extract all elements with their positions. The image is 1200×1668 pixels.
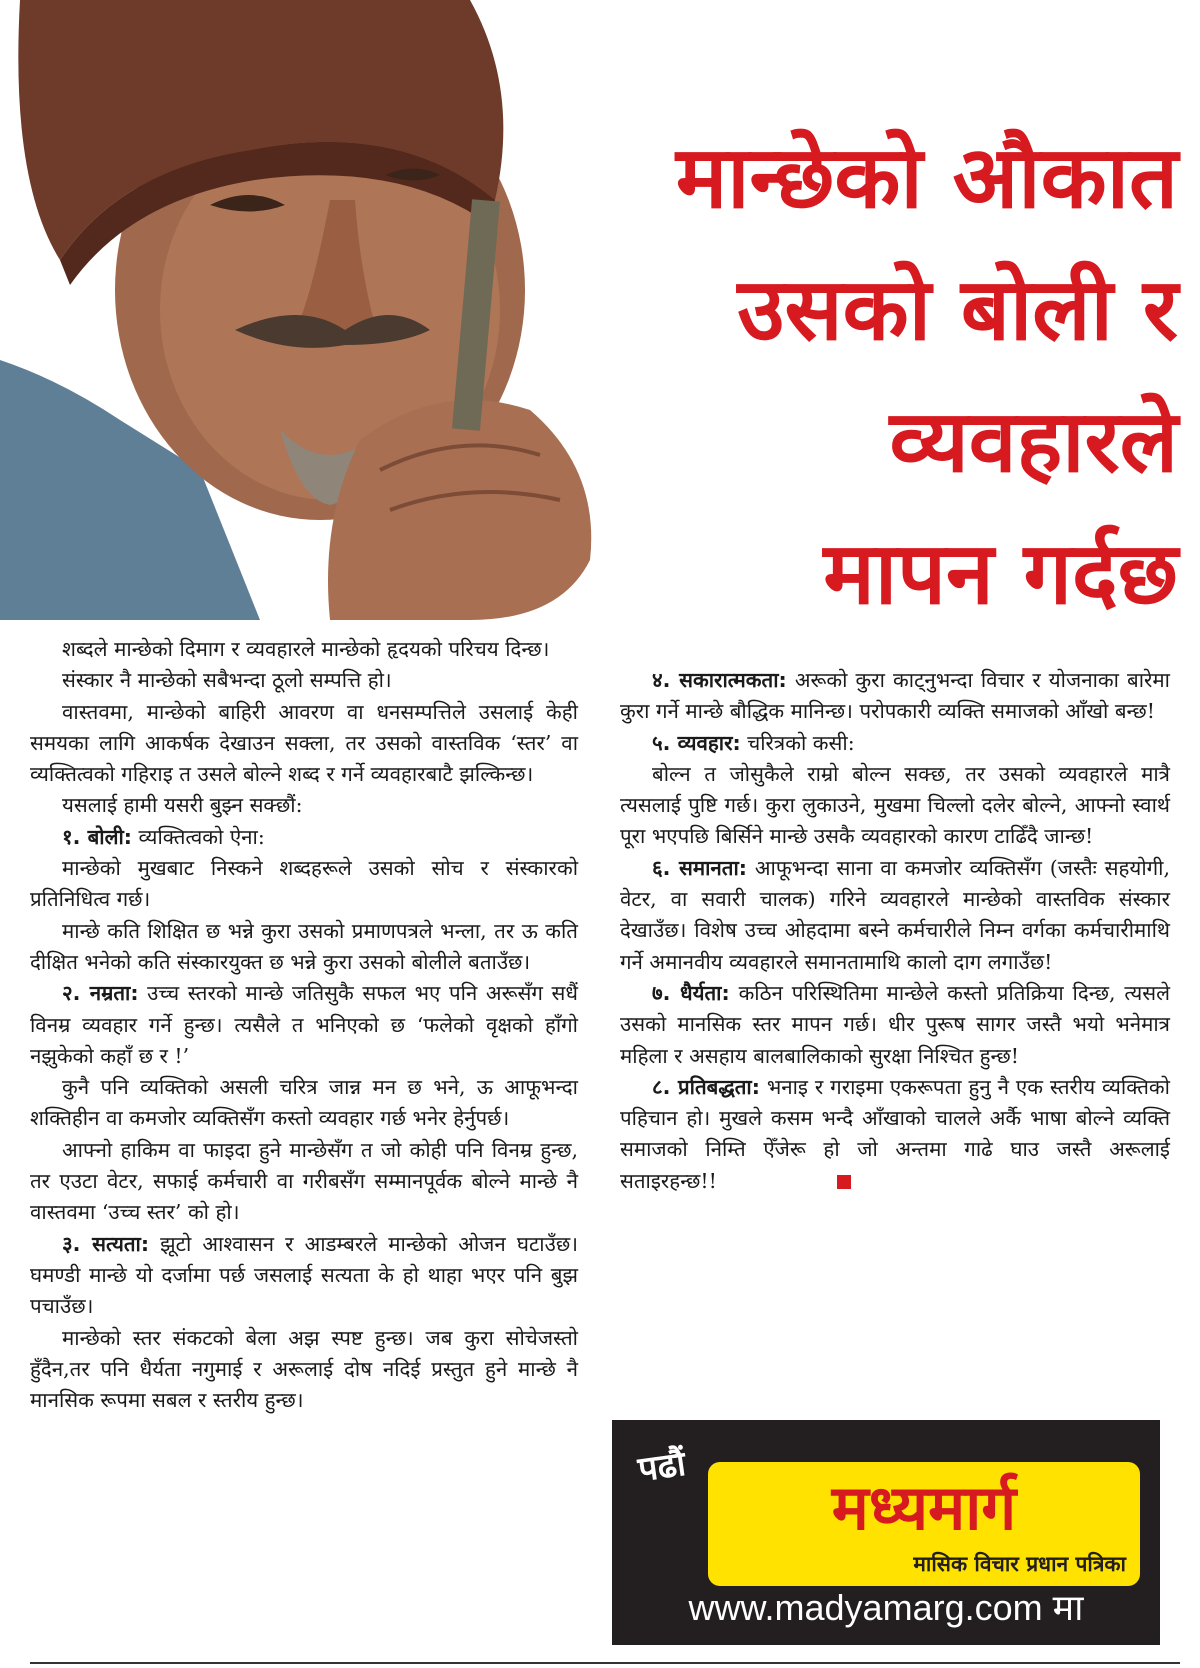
section-paragraph <box>30 1229 578 1323</box>
paragraph: आफ्नो हाकिम वा फाइदा हुने मान्छेसँग त जो कोही पनि विनम्र हुन्छ, तर एउटा वेटर, सफाई कर्मचारी वा गरीबसँग सम्मानपूर्वक बोल्ने मान्छे नै वास्तवमा ‘उच्च स्तर’ को हो। <box>30 1137 578 1225</box>
paragraph: कुनै पनि व्यक्तिको असली चरित्र जान्न मन छ भने, ऊ आफूभन्दा शक्तिहीन वा कमजोर व्यक्तिसँग कस्तो व्यवहार गर्छ भनेर हेर्नुपर्छ। <box>30 1075 578 1131</box>
headline-line-4: मापन गर्दछ <box>823 524 1178 624</box>
paragraph: यसलाई हामी यसरी बुझ्न सक्छौं: <box>62 793 303 818</box>
website-link[interactable]: www.madyamarg.com मा <box>688 1587 1084 1628</box>
paragraph: बोल्न त जोसुकैले राम्रो बोल्न सक्छ, तर उसको व्यवहारले मात्रै त्यसलाई पुष्टि गर्छ। कुरा लुकाउने, मुखमा चिल्लो दलेर बोल्ने, आफ्नो स्वार्थ पूरा भएपछि बिर्सिने मान्छे उसकै व्यवहारको कारण टाढिँदै जान्छ! <box>620 761 1170 849</box>
paragraph: वास्तवमा, मान्छेको बाहिरी आवरण वा धनसम्पत्तिले उसलाई केही समयका लागि आकर्षक देखाउन सक्ला, तर उसको वास्तविक ‘स्तर’ वा व्यक्तित्वको गहिराइ त उसले बोल्ने शब्द र गर्ने व्यवहारबाटै झल्किन्छ। <box>30 699 578 787</box>
magazine-advertisement[interactable] <box>612 1420 1160 1645</box>
section-text: अरूको कुरा काट्नुभन्दा विचार र योजनाका बारेमा कुरा गर्ने मान्छे बौद्धिक मानिन्छ। परोपकारी व्यक्ति समाजको आँखो बन्छ! <box>620 668 1170 724</box>
brand-tagline: मासिक विचार प्रधान पत्रिका <box>913 1552 1126 1576</box>
section-heading <box>30 822 578 853</box>
paragraph: मान्छेको मुखबाट निस्कने शब्दहरूले उसको सोच र संस्कारको प्रतिनिधित्व गर्छ। <box>30 856 578 912</box>
brand-logo: मध्यमार्ग <box>831 1471 1017 1544</box>
section-text: झूटो आश्वासन र आडम्बरले मान्छेको ओजन घटाउँछ। घमण्डी मान्छे यो दर्जामा पर्छ जसलाई सत्यता के हो थाहा भएर पनि बुझ पचाउँछ। <box>30 1231 578 1319</box>
section-subtitle: व्यक्तित्वको ऐना: <box>138 824 265 849</box>
section-paragraph <box>30 978 578 1072</box>
section-text: भनाइ र गराइमा एकरूपता हुनु नै एक स्तरीय व्यक्तिको पहिचान हो। मुखले कसम भन्दै आँखाको चालले अर्कै भाषा बोल्ने व्यक्ति समाजको निम्ति ऐँजेरू हो जो अन्तमा गाढे घाउ जस्तै अरूलाई सताइरहन्छ!! <box>620 1074 1170 1193</box>
section-text: आफूभन्दा साना वा कमजोर व्यक्तिसँग (जस्तैः सहयोगी, वेटर, वा सवारी चालक) गरिने व्यवहारले मान्छेको वास्तविक संस्कार देखाउँछ। विशेष उच्च ओहदामा बस्ने कर्मचारीले निम्न वर्गका कर्मचारीमाथि गर्ने अमानवीय व्यवहारले समानतामाथि कालो दाग लगाउँछ! <box>620 855 1170 974</box>
section-text: कठिन परिस्थितिमा मान्छेले कस्तो प्रतिक्रिया दिन्छ, त्यसले उसको मानसिक स्तर मापन गर्छ। धीर पुरूष सागर जस्तै भयो भनेमात्र महिला र असहाय बालबालिकाको सुरक्षा निश्चित हुन्छ! <box>620 980 1170 1068</box>
paragraph: मान्छेको स्तर संकटको बेला अझ स्पष्ट हुन्छ। जब कुरा सोचेजस्तो हुँदैन,तर पनि धैर्यता नगुमाई र अरूलाई दोष नदिई प्रस्तुत हुने मान्छे नै मानसिक रूपमा सबल र स्तरीय हुन्छ। <box>30 1325 578 1413</box>
headline-line-3: व्यवहारले <box>889 392 1178 492</box>
article-right-column <box>620 665 1170 1197</box>
section-paragraph <box>620 978 1170 1072</box>
paragraph: मान्छे कति शिक्षित छ भन्ने कुरा उसको प्रमाणपत्रले भन्ला, तर ऊ कति दीक्षित भनेको कति संस्कारयुक्त छ भन्ने कुरा उसको बोलीले बताउँछ। <box>30 918 578 974</box>
end-mark-icon <box>837 1175 851 1189</box>
section-title: ८. प्रतिबद्धता: <box>652 1074 760 1099</box>
paragraph: शब्दले मान्छेको दिमाग र व्यवहारले मान्छेको हृदयको परिचय दिन्छ। <box>62 637 550 661</box>
section-title: ५. व्यवहार: <box>652 730 741 755</box>
section-paragraph <box>620 853 1170 978</box>
brand-box <box>708 1462 1140 1586</box>
read-label: पढौं <box>635 1443 689 1491</box>
section-title: ७. धैर्यता: <box>652 980 730 1005</box>
headline <box>518 112 1178 640</box>
headline-line-2: उसको बोली र <box>737 260 1178 360</box>
section-title: ४. सकारात्मकता: <box>652 668 787 692</box>
headline-line-1: मान्छेको औकात <box>675 128 1178 228</box>
section-subtitle: चरित्रको कसी: <box>747 730 855 755</box>
article-left-column <box>30 634 578 1416</box>
section-title: १. बोली: <box>62 824 133 849</box>
section-paragraph <box>620 665 1170 728</box>
section-title: २. नम्रता: <box>62 981 139 1006</box>
section-text: उच्च स्तरको मान्छे जतिसुकै सफल भए पनि अरूसँग सधैं विनम्र व्यवहार गर्ने हुन्छ। त्यसैले त भनिएको छ ‘फलेको वृक्षको हाँगो नझुकेको कहाँ छ र !’ <box>30 981 578 1068</box>
section-heading <box>620 728 1170 759</box>
section-title: ३. सत्यता: <box>62 1231 150 1256</box>
section-paragraph <box>620 1072 1170 1197</box>
bottom-divider <box>30 1662 1180 1664</box>
section-title: ६. समानता: <box>652 855 747 880</box>
paragraph: संस्कार नै मान्छेको सबैभन्दा ठूलो सम्पत्ति हो। <box>62 668 392 693</box>
